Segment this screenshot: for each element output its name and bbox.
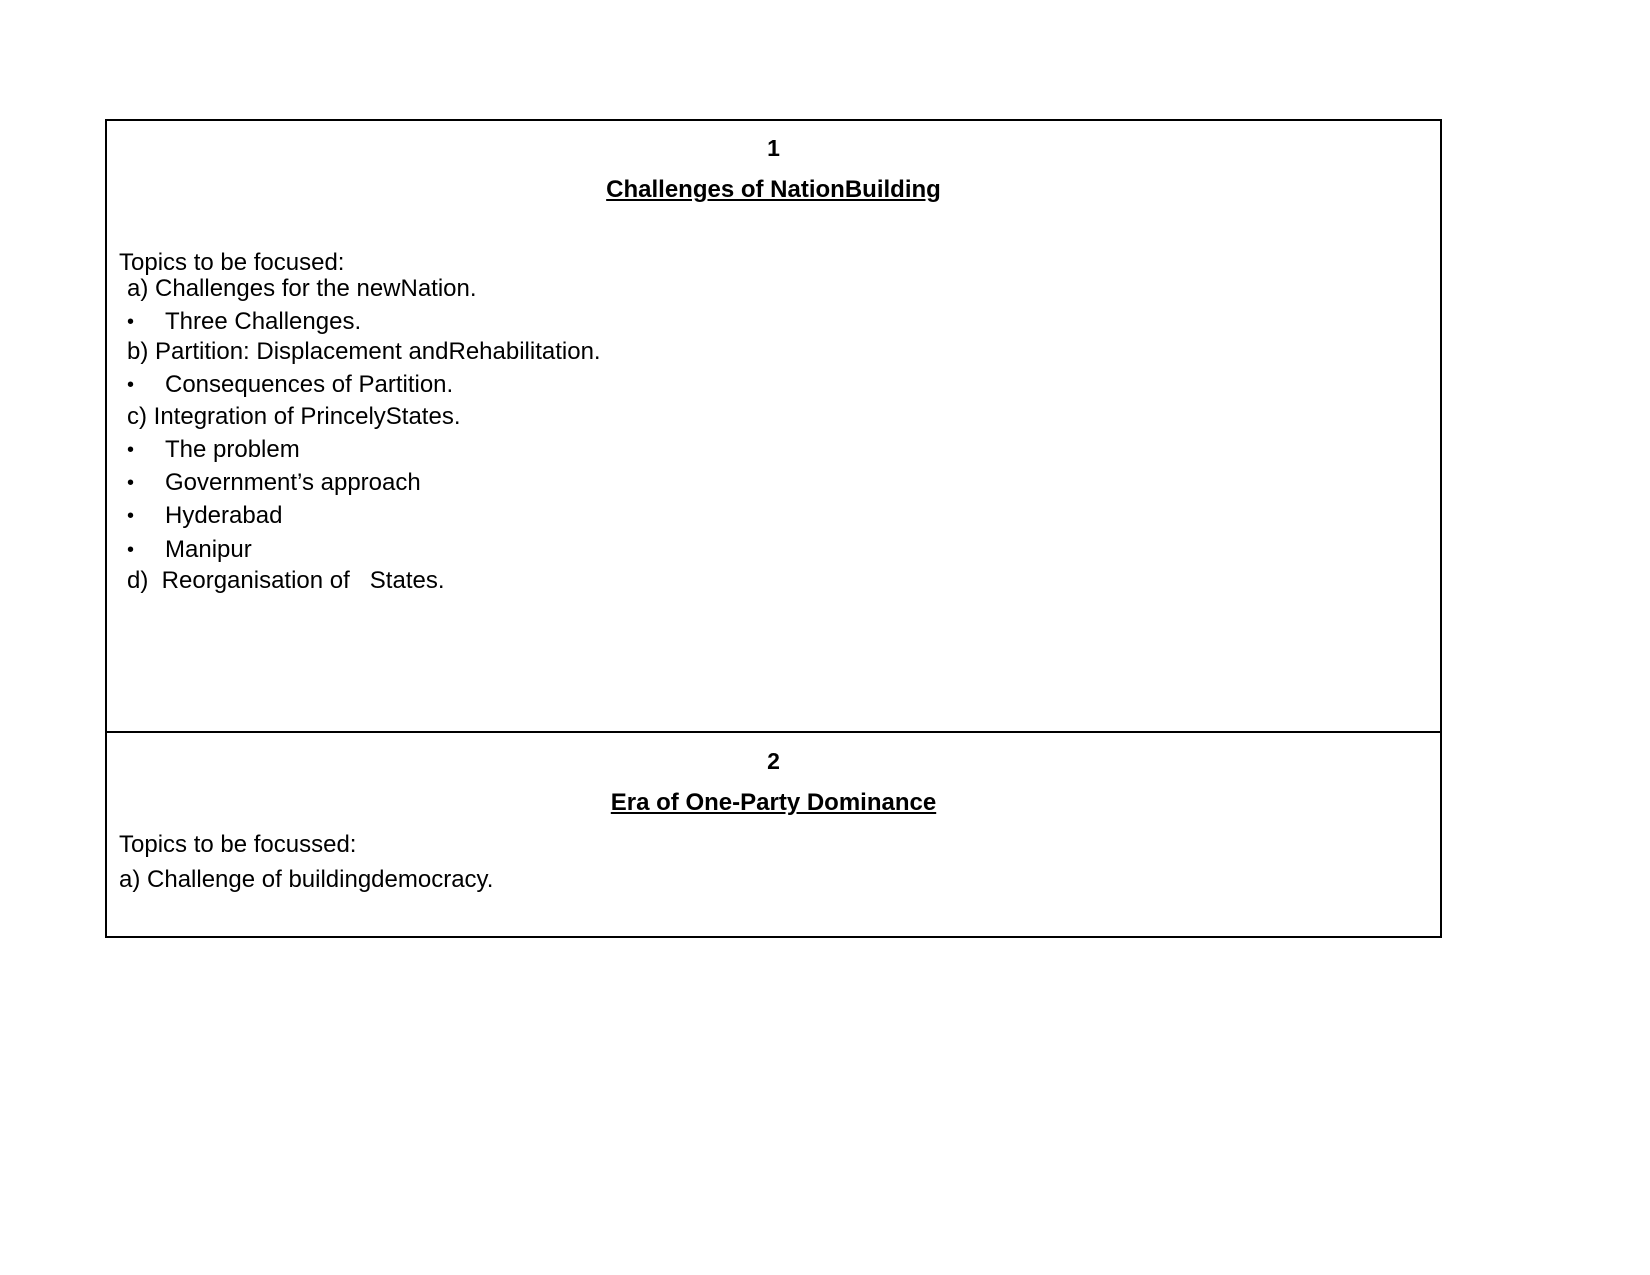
bullet-item [127,369,727,401]
section-number: 1 [767,135,780,161]
topic-item: a) Challenge of buildingdemocracy. [119,866,494,893]
bullet-item [127,467,727,499]
bullet-icon: • [127,505,135,527]
bullet-text: Manipur [165,536,252,563]
bullet-icon: • [127,539,135,561]
bullet-text: Three Challenges. [165,308,362,335]
topic-item: b) Partition: Displacement andRehabilitation. [127,338,601,365]
syllabus-table [105,119,1442,938]
bullet-icon: • [127,439,135,461]
topic-item: c) Integration of PrincelyStates. [127,403,461,430]
bullet-icon: • [127,311,135,333]
section-title: Era of One-Party Dominance [610,789,937,816]
section-2 [107,733,1440,936]
topics-heading: Topics to be focussed: [119,831,357,858]
bullet-icon: • [127,472,135,494]
bullet-item [127,434,727,466]
topic-item: d) Reorganisation of States. [127,567,445,594]
bullet-item [127,500,727,532]
section-number: 2 [767,748,780,774]
section-1 [107,121,1440,733]
bullet-item [127,534,727,566]
bullet-text: Consequences of Partition. [165,371,454,398]
section-title: Challenges of NationBuilding [606,176,941,203]
bullet-text: The problem [165,436,300,463]
bullet-text: Hyderabad [165,502,283,529]
bullet-icon: • [127,374,135,396]
bullet-text: Government’s approach [165,469,421,496]
topic-item: a) Challenges for the newNation. [127,275,477,302]
topics-heading: Topics to be focused: [119,249,345,276]
bullet-item [127,306,727,338]
